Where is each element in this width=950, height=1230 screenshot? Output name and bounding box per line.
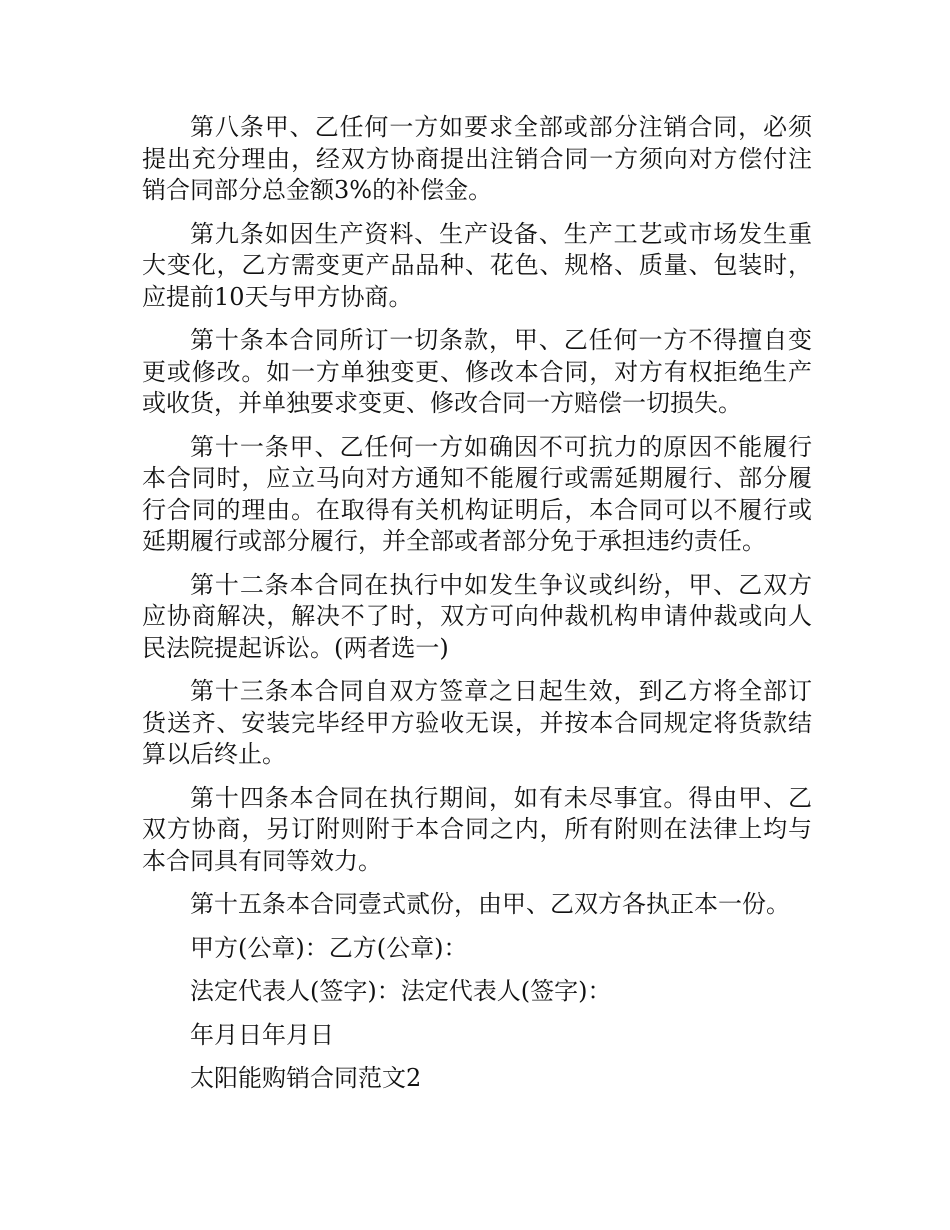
clause-15: 第十五条本合同壹式贰份，由甲、乙双方各执正本一份。 — [190, 890, 790, 918]
legal-representative-line: 法定代表人(签字)：法定代表人(签字)： — [190, 977, 612, 1005]
clause-8: 第八条甲、乙任何一方如要求全部或部分注销合同，必须提出充分理由，经双方协商提出注销合同一方须向对方偿付注销合同部分总金额3%的补偿金。 — [142, 113, 812, 204]
clause-14: 第十四条本合同在执行期间，如有未尽事宜。得由甲、乙双方协商，另订附则附于本合同之内，所有附则在法律上均与本合同具有同等效力。 — [142, 783, 812, 875]
date-line: 年月日年月日 — [190, 1020, 334, 1049]
seal-line: 甲方(公章)：乙方(公章)： — [190, 933, 468, 962]
document-body — [142, 112, 812, 1107]
clause-9: 第九条如因生产资料、生产设备、生产工艺或市场发生重大变化，乙方需变更产品品种、花色、规格、质量、包装时，应提前10天与甲方协商。 — [142, 219, 812, 311]
clause-12: 第十二条本合同在执行中如发生争议或纠纷，甲、乙双方应协商解决，解决不了时，双方可向仲裁机构申请仲裁或向人民法院提起诉讼。(两者选一) — [142, 570, 812, 662]
next-section-title: 太阳能购销合同范文2 — [190, 1064, 422, 1092]
clause-11: 第十一条甲、乙任何一方如确因不可抗力的原因不能履行本合同时，应立马向对方通知不能履行或需延期履行、部分履行合同的理由。在取得有关机构证明后，本合同可以不履行或延期履行或部分履行，并全部或者部分免于承担违约责任。 — [142, 432, 812, 555]
clause-10: 第十条本合同所订一切条款，甲、乙任何一方不得擅自变更或修改。如一方单独变更、修改本合同，对方有权拒绝生产或收货，并单独要求变更、修改合同一方赔偿一切损失。 — [142, 326, 812, 417]
clause-13: 第十三条本合同自双方签章之日起生效，到乙方将全部订货送齐、安装完毕经甲方验收无误，并按本合同规定将货款结算以后终止。 — [142, 677, 812, 768]
